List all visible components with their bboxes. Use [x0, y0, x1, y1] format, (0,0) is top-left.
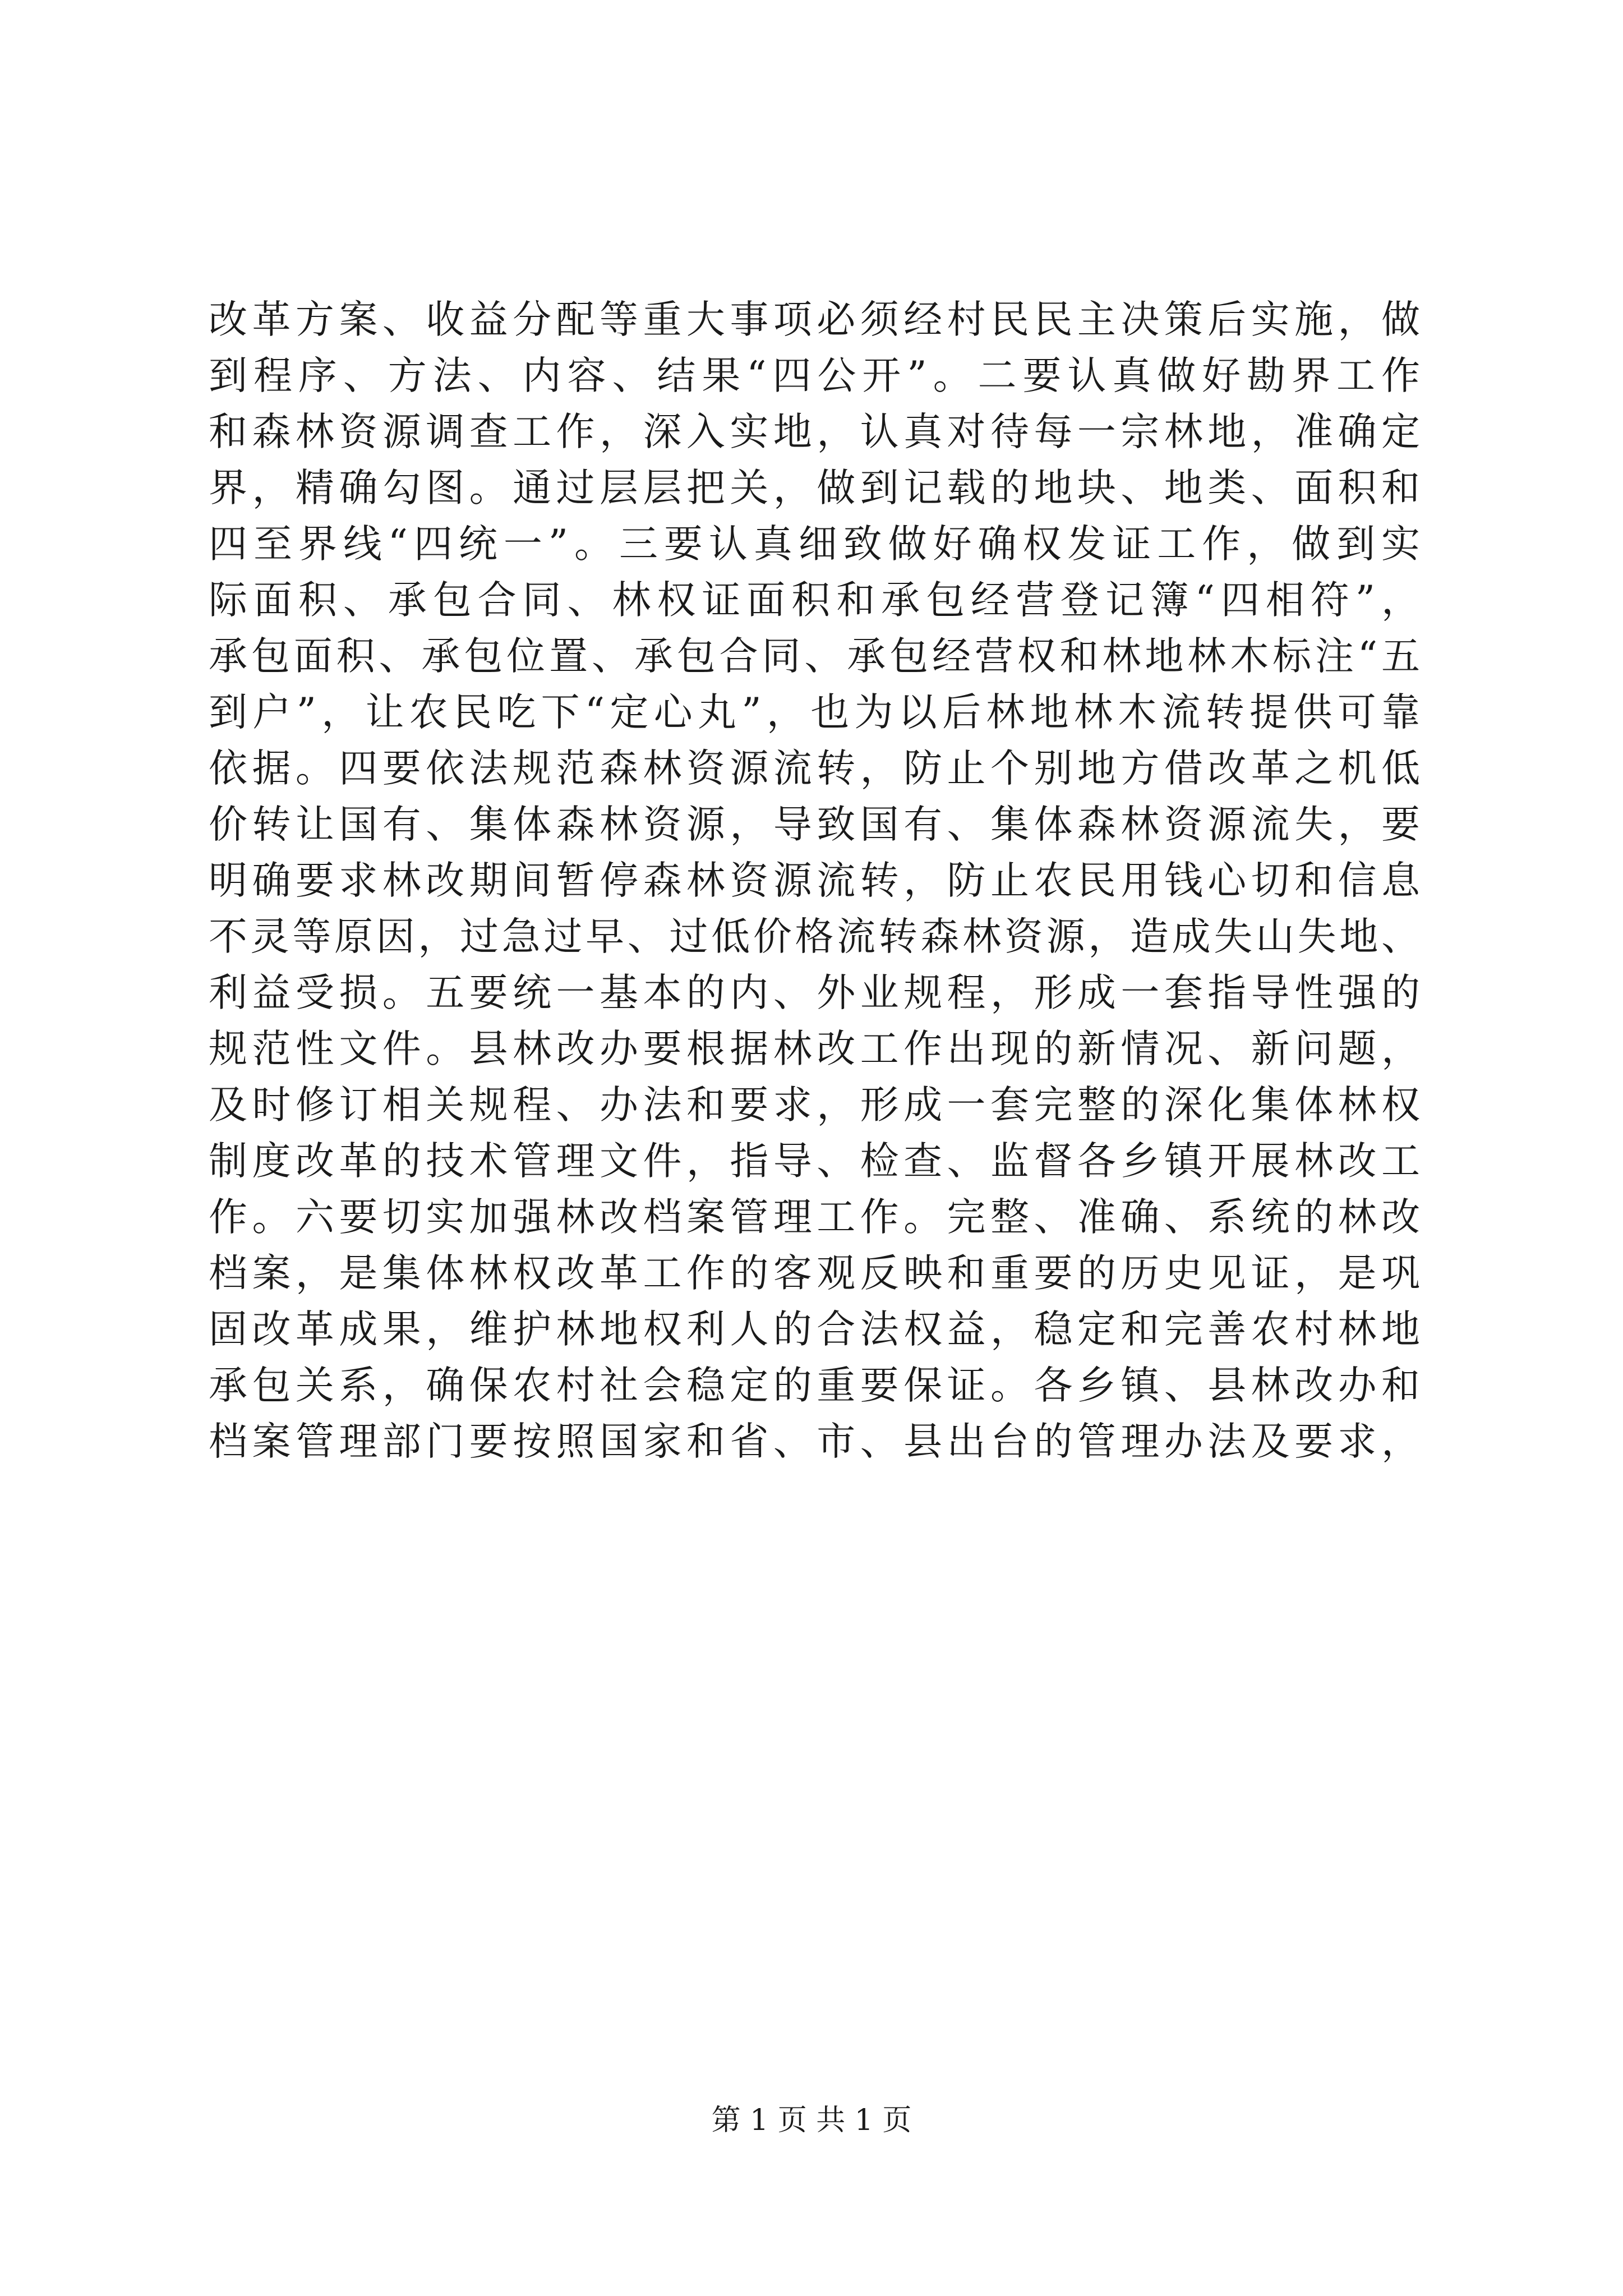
text-line: 到户”，让农民吃下“定心丸”，也为以后林地林木流转提供可靠: [209, 690, 1420, 735]
text-line: 利益受损。五要统一基本的内、外业规程，形成一套指导性强的: [209, 970, 1420, 1015]
text-line: 承包面积、承包位置、承包合同、承包经营权和林地林木标注“五: [209, 634, 1420, 679]
text-line: 档案，是集体林权改革工作的客观反映和重要的历史见证，是巩: [209, 1251, 1420, 1296]
text-line: 固改革成果，维护林地权利人的合法权益，稳定和完善农村林地: [209, 1307, 1420, 1352]
text-line: 不灵等原因，过急过早、过低价格流转森林资源，造成失山失地、: [209, 914, 1420, 959]
text-line: 和森林资源调查工作，深入实地，认真对待每一宗林地，准确定: [209, 409, 1420, 454]
text-line: 规范性文件。县林改办要根据林改工作出现的新情况、新问题，: [209, 1027, 1420, 1071]
text-line: 四至界线“四统一”。三要认真细致做好确权发证工作，做到实: [209, 522, 1420, 567]
text-line: 承包关系，确保农村社会稳定的重要保证。各乡镇、县林改办和: [209, 1363, 1420, 1408]
page-number: 第 1 页 共 1 页: [711, 2104, 912, 2137]
page-footer: [0, 2098, 1623, 2143]
text-line: 价转让国有、集体森林资源，导致国有、集体森林资源流失，要: [209, 802, 1420, 847]
body-text: [209, 292, 1420, 1470]
text-line: 改革方案、收益分配等重大事项必须经村民民主决策后实施，做: [209, 297, 1420, 342]
text-line: 到程序、方法、内容、结果“四公开”。二要认真做好勘界工作: [209, 353, 1420, 398]
text-line: 制度改革的技术管理文件，指导、检查、监督各乡镇开展林改工: [209, 1139, 1420, 1184]
text-line: 依据。四要依法规范森林资源流转，防止个别地方借改革之机低: [209, 746, 1420, 791]
text-line: 明确要求林改期间暂停森林资源流转，防止农民用钱心切和信息: [209, 858, 1420, 903]
text-line: 档案管理部门要按照国家和省、市、县出台的管理办法及要求，: [209, 1419, 1420, 1464]
text-line: 作。六要切实加强林改档案管理工作。完整、准确、系统的林改: [209, 1195, 1420, 1240]
text-line: 际面积、承包合同、林权证面积和承包经营登记簿“四相符”，: [209, 578, 1420, 623]
text-line: 及时修订相关规程、办法和要求，形成一套完整的深化集体林权: [209, 1083, 1420, 1128]
text-line: 界，精确勾图。通过层层把关，做到记载的地块、地类、面积和: [209, 466, 1420, 510]
